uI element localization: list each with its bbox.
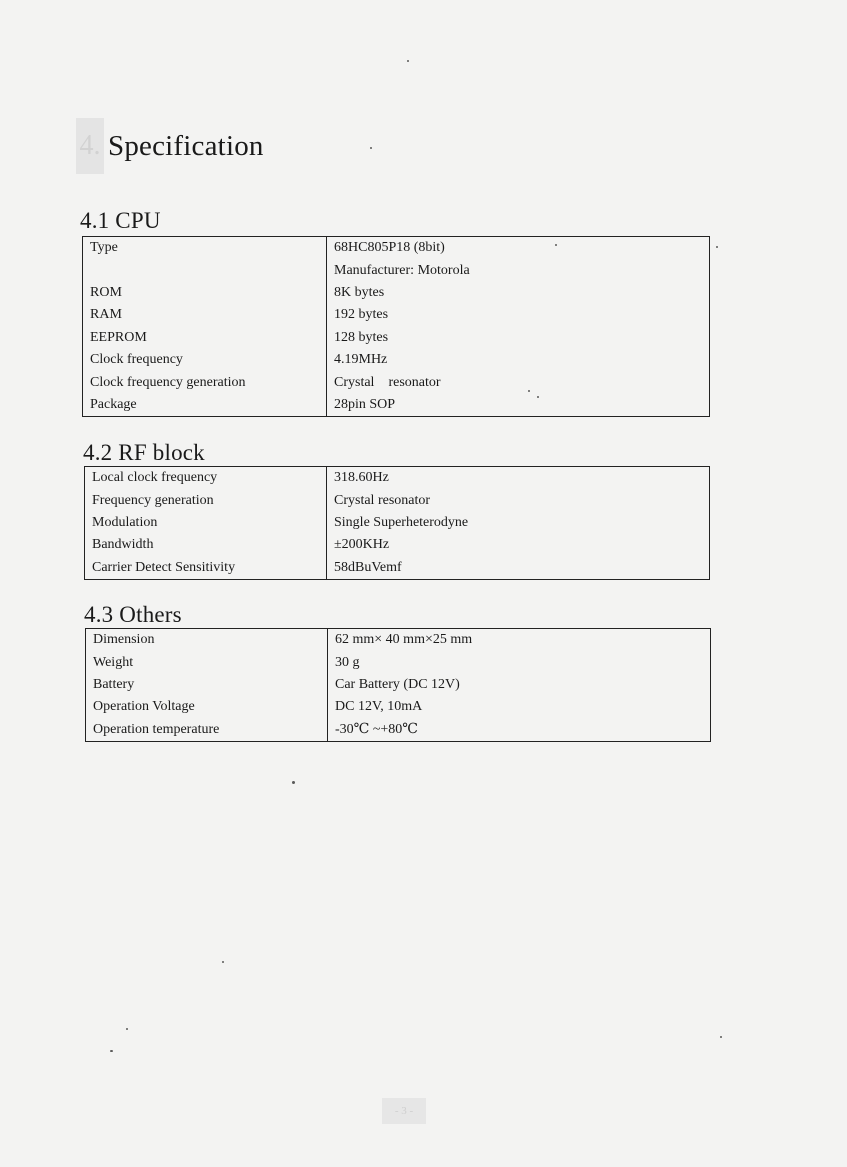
spec-value: ±200KHz — [334, 537, 390, 553]
spec-label: Operation temperature — [86, 719, 328, 742]
spec-label: Clock frequency — [83, 349, 327, 371]
scan-speck — [716, 246, 718, 248]
scan-speck — [537, 396, 539, 398]
spec-value: -30℃ ~+80℃ — [335, 722, 418, 738]
spec-value: Crystal resonator — [334, 374, 441, 390]
table-row — [86, 629, 711, 652]
spec-value: DC 12V, 10mA — [335, 699, 423, 715]
spec-value: 192 bytes — [334, 307, 389, 323]
scan-speck — [555, 244, 557, 246]
spec-label: Frequency generation — [85, 489, 327, 511]
table-row — [86, 651, 711, 673]
spec-label: Bandwidth — [85, 534, 327, 556]
spec-value: Car Battery (DC 12V) — [335, 676, 460, 692]
table-row — [85, 557, 710, 580]
heading-number: 4. — [76, 118, 104, 174]
scan-speck — [407, 60, 409, 62]
scan-speck — [110, 1050, 113, 1052]
table-row — [86, 696, 711, 718]
table-row — [83, 327, 710, 349]
spec-value: 68HC805P18 (8bit) — [334, 240, 445, 256]
spec-label: Package — [83, 394, 327, 417]
spec-label: ROM — [83, 282, 327, 304]
table-row — [83, 259, 710, 281]
page-number: - 3 - — [382, 1098, 426, 1124]
spec-label: Clock frequency generation — [83, 371, 327, 393]
spec-label: Battery — [86, 674, 328, 696]
spec-value: 62 mm× 40 mm×25 mm — [335, 632, 473, 648]
heading-title: Specification — [108, 129, 264, 162]
spec-value: 4.19MHz — [334, 352, 388, 368]
spec-label: Local clock frequency — [85, 467, 327, 490]
scan-speck — [720, 1036, 722, 1038]
table-row — [85, 489, 710, 511]
spec-value: 58dBuVemf — [334, 559, 402, 575]
spec-value: 8K bytes — [334, 284, 385, 300]
scan-speck — [126, 1028, 128, 1030]
section-title-others: 4.3 Others — [84, 602, 182, 627]
table-row — [83, 349, 710, 371]
spec-label: Weight — [86, 651, 328, 673]
table-row — [85, 534, 710, 556]
table-row — [83, 237, 710, 260]
others-spec-table — [85, 628, 711, 742]
spec-label: Type — [83, 237, 327, 260]
spec-value: Manufacturer: Motorola — [334, 262, 470, 278]
spec-value: 128 bytes — [334, 329, 389, 345]
scan-speck — [370, 147, 372, 149]
rf-spec-table — [84, 466, 710, 580]
spec-label: RAM — [83, 304, 327, 326]
table-row — [85, 512, 710, 534]
table-row — [83, 394, 710, 417]
spec-label: Dimension — [86, 629, 328, 652]
spec-label: Operation Voltage — [86, 696, 328, 718]
spec-label: Modulation — [85, 512, 327, 534]
table-row — [83, 282, 710, 304]
cpu-spec-table — [82, 236, 710, 417]
table-row — [86, 719, 711, 742]
spec-label: EEPROM — [83, 327, 327, 349]
spec-value: 318.60Hz — [334, 470, 389, 486]
section-title-rf-block: 4.2 RF block — [83, 440, 205, 465]
spec-value: Crystal resonator — [334, 492, 431, 508]
table-row — [85, 467, 710, 490]
scan-speck — [528, 390, 530, 392]
table-row — [86, 674, 711, 696]
scan-speck — [292, 781, 295, 784]
section-title-cpu: 4.1 CPU — [80, 208, 161, 233]
table-row — [83, 304, 710, 326]
spec-label — [83, 259, 327, 281]
spec-value: 30 g — [335, 654, 360, 670]
spec-value: Single Superheterodyne — [334, 514, 469, 530]
page-heading — [76, 118, 264, 174]
scan-speck — [222, 961, 224, 963]
spec-label: Carrier Detect Sensitivity — [85, 557, 327, 580]
table-row — [83, 371, 710, 393]
spec-value: 28pin SOP — [334, 396, 396, 412]
